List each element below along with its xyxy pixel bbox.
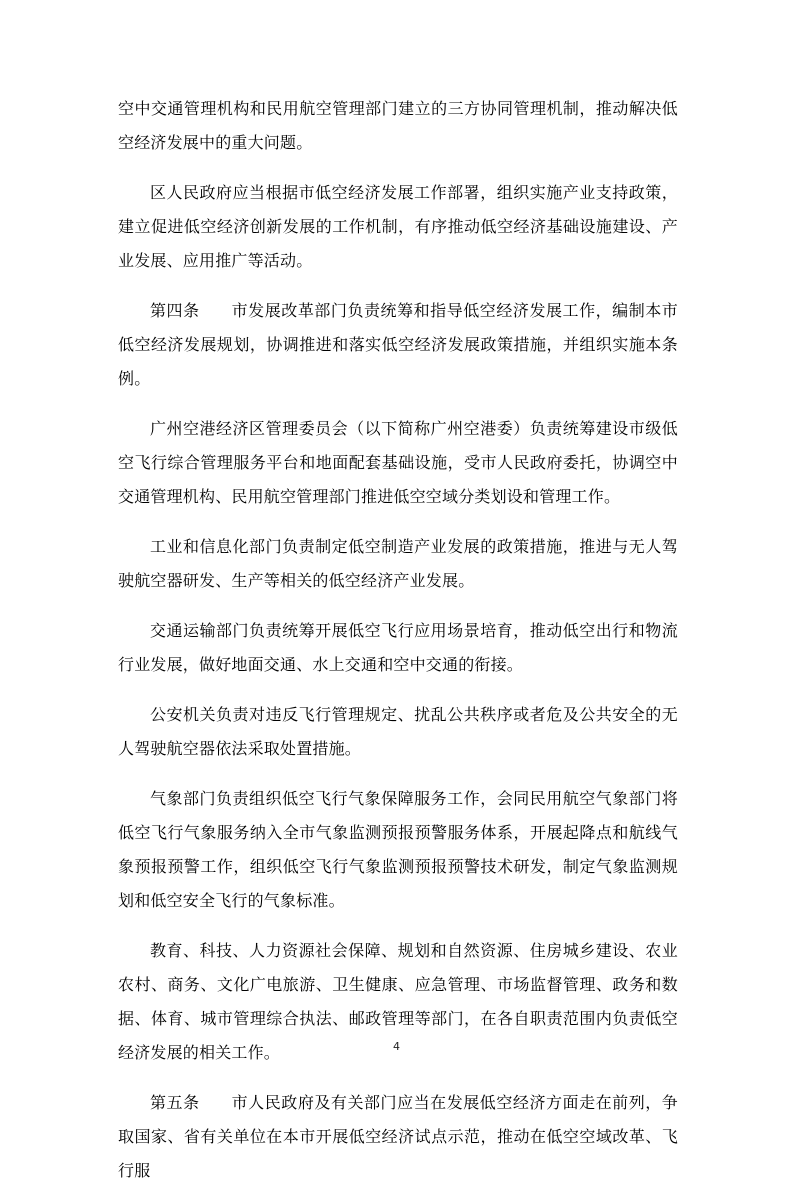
paragraph: [118, 176, 678, 278]
paragraph-text: 广州空港经济区管理委员会（以下简称广州空港委）负责统筹建设市级低空飞行综合管理服务平台和地面配套基础设施，受市人民政府委托，协调空中交通管理机构、民用航空管理部门推进低空空域分类划设和管理工作。: [118, 419, 678, 506]
paragraph-continued: [118, 92, 678, 160]
article-number: 第四条: [150, 301, 200, 320]
paragraph-text: 工业和信息化部门负责制定低空制造产业发展的政策措施，推进与无人驾驶航空器研发、生产等相关的低空经济产业发展。: [118, 537, 678, 590]
paragraph-text: 教育、科技、人力资源社会保障、规划和自然资源、住房城乡建设、农业农村、商务、文化广电旅游、卫生健康、应急管理、市场监督管理、政务和数据、体育、城市管理综合执法、邮政管理等部门，在各自职责范围内负责低空经济发展的相关工作。: [118, 941, 678, 1062]
paragraph-text: 交通运输部门负责统筹开展低空飞行应用场景培育，推动低空出行和物流行业发展，做好地面交通、水上交通和空中交通的衔接。: [118, 621, 678, 674]
paragraph: [118, 698, 678, 766]
paragraph: [118, 530, 678, 598]
paragraph-text: 气象部门负责组织低空飞行气象保障服务工作，会同民用航空气象部门将低空飞行气象服务纳入全市气象监测预报预警服务体系，开展起降点和航线气象预报预警工作，组织低空飞行气象监测预报预警技术研发，制定气象监测规划和低空安全飞行的气象标准。: [118, 789, 678, 910]
paragraph: [118, 412, 678, 514]
paragraph-text: 区人民政府应当根据市低空经济发展工作部署，组织实施产业支持政策，建立促进低空经济创新发展的工作机制，有序推动低空经济基础设施建设、产业发展、应用推广等活动。: [118, 183, 678, 270]
paragraph-text: 市发展改革部门负责统筹和指导低空经济发展工作，编制本市低空经济发展规划，协调推进和落实低空经济发展政策措施，并组织实施本条例。: [118, 301, 678, 388]
article-5-paragraph: [118, 1086, 678, 1188]
document-body: [118, 92, 678, 1204]
page-number: 4: [393, 1040, 400, 1053]
article-number: 第五条: [150, 1093, 200, 1112]
paragraph: [118, 782, 678, 918]
paragraph-text: 市人民政府及有关部门应当在发展低空经济方面走在前列，争取国家、省有关单位在本市开展低空经济试点示范，推动在低空空域改革、飞行服: [118, 1093, 678, 1180]
article-4-paragraph: [118, 294, 678, 396]
paragraph: [118, 614, 678, 682]
paragraph-text: 公安机关负责对违反飞行管理规定、扰乱公共秩序或者危及公共安全的无人驾驶航空器依法采取处置措施。: [118, 705, 678, 758]
paragraph-text: 空中交通管理机构和民用航空管理部门建立的三方协同管理机制，推动解决低空经济发展中的重大问题。: [118, 99, 678, 152]
